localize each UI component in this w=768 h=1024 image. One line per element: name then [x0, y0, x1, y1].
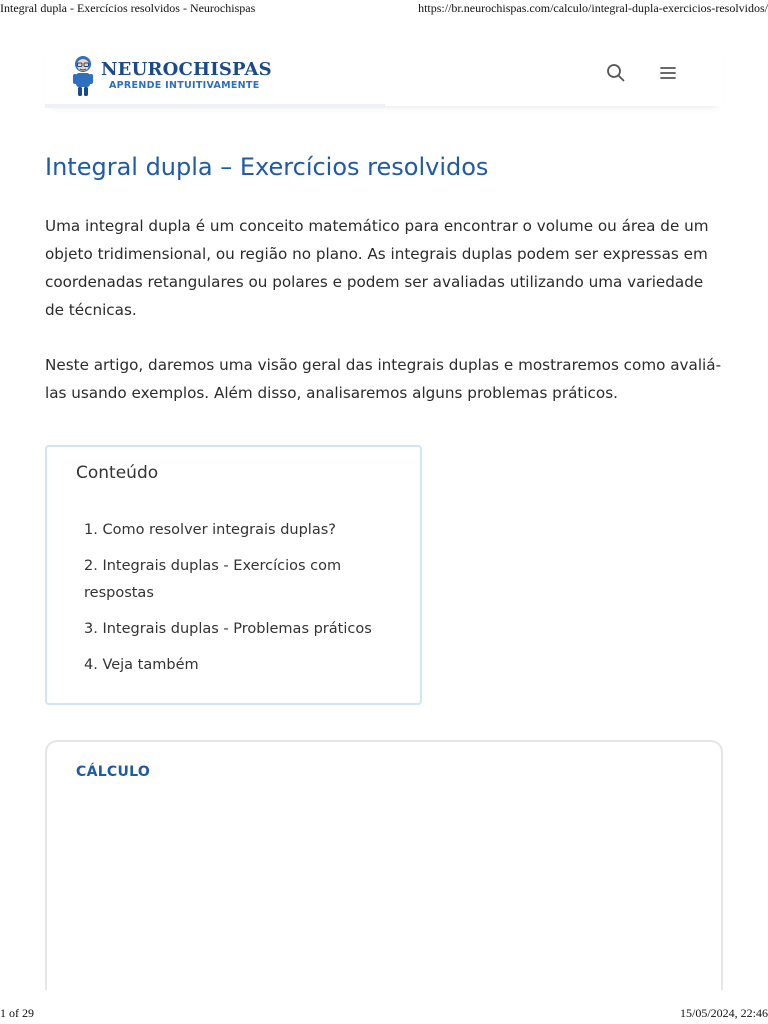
print-page-number: 1 of 29	[0, 1006, 34, 1020]
menu-button[interactable]	[657, 62, 679, 84]
toc-link-veja-tambem[interactable]: 4. Veja também	[84, 657, 199, 673]
print-page-title: Integral dupla - Exercícios resolvidos - Neurochispas	[0, 1, 256, 15]
hamburger-menu-icon	[657, 62, 679, 84]
toc-link-como-resolver[interactable]: 1. Como resolver integrais duplas?	[84, 522, 336, 538]
toc-item	[84, 652, 404, 679]
intro-paragraph: Uma integral dupla é um conceito matemático para encontrar o volume ou área de um objeto tridimensional, ou região no plano. As integrais duplas podem ser expressas em coordenadas retangulares ou polares e podem ser avaliadas utilizando uma variedade de técnicas.	[45, 217, 709, 319]
toc-list	[84, 517, 404, 688]
intro-paragraph: Neste artigo, daremos uma visão geral das integrais duplas e mostraremos como avaliá-las usando exemplos. Além disso, analisaremos alguns problemas práticos.	[45, 356, 722, 402]
header-divider	[45, 104, 385, 108]
print-footer	[0, 1002, 768, 1024]
toc-title: Conteúdo	[76, 463, 159, 483]
site-header	[45, 40, 723, 106]
article-title: Integral dupla – Exercícios resolvidos	[45, 153, 489, 181]
article-intro	[45, 212, 725, 407]
table-of-contents	[45, 445, 422, 705]
print-datetime: 15/05/2024, 22:46	[679, 1006, 768, 1020]
category-card	[45, 740, 723, 990]
print-page-url: https://br.neurochispas.com/calculo/integral-dupla-exercicios-resolvidos/	[418, 1, 768, 15]
logo-tagline: APRENDE INTUITIVAMENTE	[109, 80, 260, 91]
print-header	[0, 0, 768, 20]
search-icon	[605, 62, 627, 84]
toc-link-exercicios[interactable]: 2. Integrais duplas - Exercícios com respostas	[84, 558, 342, 601]
toc-link-problemas[interactable]: 3. Integrais duplas - Problemas práticos	[84, 621, 372, 637]
category-link[interactable]: CÁLCULO	[76, 764, 151, 780]
search-button[interactable]	[605, 62, 627, 84]
toc-item	[84, 553, 404, 607]
logo-name: NEUROCHISPAS	[101, 59, 272, 80]
site-logo[interactable]	[71, 54, 272, 98]
toc-item	[84, 616, 404, 643]
logo-text	[101, 60, 272, 92]
toc-item	[84, 517, 404, 544]
mascot-logo-icon	[71, 55, 95, 97]
